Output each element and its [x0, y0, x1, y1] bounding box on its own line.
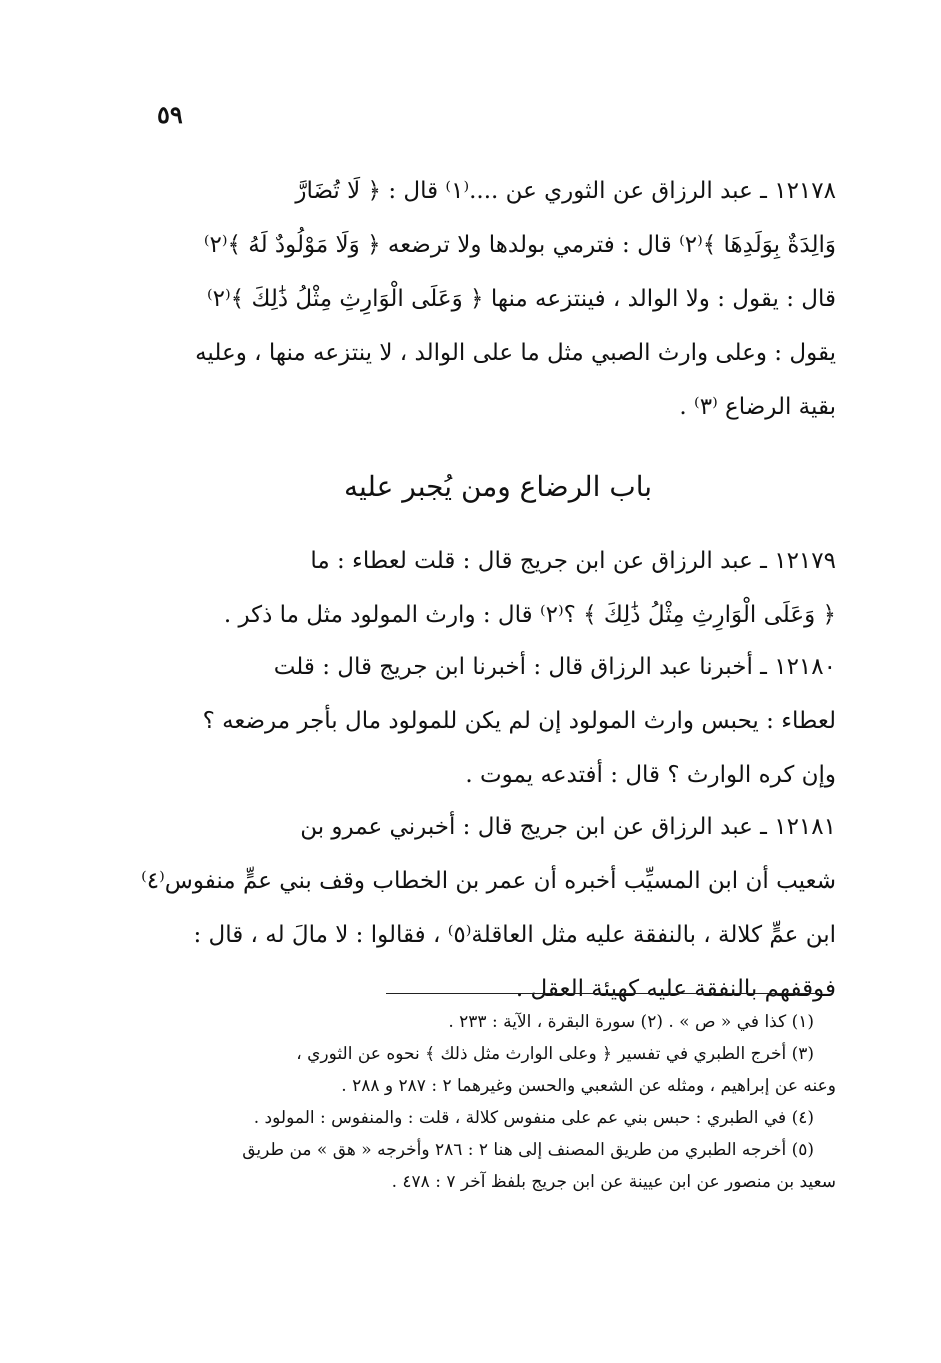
hadith-entry-12179 [160, 534, 836, 642]
footnote-line: (٣) أخرج الطبري في تفسير ﴿ وعلى الوارث مثل ذلك ﴾ نحوه عن الثوري ، [296, 1044, 814, 1064]
footnote-line: سعيد بن منصور عن ابن عيينة عن ابن جريج بلفظ آخر ٧ : ٤٧٨ . [391, 1172, 836, 1192]
footnote-line: وعنه عن إبراهيم ، ومثله عن الشعبي والحسن وغيرهما ٢ : ٢٨٧ و ٢٨٨ . [341, 1076, 836, 1096]
text-line: وَالِدَةٌ بِوَلَدِهَا ﴾⁽٢⁾ قال : فترمي بولدها ولا ترضعه ﴿ وَلَا مَوْلُودٌ لَهُ ﴾⁽٢⁾ [203, 232, 836, 258]
footnote-divider [386, 993, 819, 994]
text-line: ابن عمٍّ كلالة ، بالنفقة عليه مثل العاقلة⁽٥⁾ ، فقالوا : لا مالَ له ، قال : [193, 922, 836, 948]
text-line: ١٢١٨١ ـ عبد الرزاق عن ابن جريج قال : أخبرني عمرو بن [300, 814, 836, 840]
text-line: ١٢١٧٨ ـ عبد الرزاق عن الثوري عن ....⁽١⁾ قال : ﴿ لَا تُضَارَّ [295, 178, 836, 204]
hadith-entry-12178 [160, 164, 836, 434]
hadith-entry-12181 [141, 800, 836, 1016]
hadith-entry-12180 [160, 640, 836, 802]
text-line: شعيب أن ابن المسيِّب أخبره أن عمر بن الخطاب وقف بني عمٍّ منفوس⁽٤⁾ [141, 868, 836, 894]
text-line: بقية الرضاع ⁽٣⁾ . [679, 394, 836, 420]
footnotes [160, 1006, 836, 1198]
footnote-line: (٥) أخرجه الطبري من طريق المصنف إلى هنا ٢ : ٢٨٦ وأخرجه « هق » من طريق [242, 1140, 814, 1160]
text-line: فوقفهم بالنفقة عليه كهيئة العقل . [515, 976, 836, 1002]
text-line: يقول : وعلى وارث الصبي مثل ما على الوالد ، لا ينتزعه منها ، وعليه [195, 340, 836, 366]
footnote-line: (٤) في الطبري : حبس بني عم على منفوس كلالة ، قلت : والمنفوس : المولود . [253, 1108, 814, 1128]
chapter-heading: باب الرضاع ومن يُجبر عليه [343, 470, 653, 503]
footnote-line: (١) كذا في « ص » . (٢) سورة البقرة ، الآية : ٢٣٣ . [448, 1012, 814, 1032]
text-line: ١٢١٧٩ ـ عبد الرزاق عن ابن جريج قال : قلت لعطاء : ما [310, 548, 836, 574]
page-number: ٥٩ [157, 100, 183, 129]
text-line: لعطاء : يحبس وارث المولود إن لم يكن للمولود مال بأجر مرضعه ؟ [202, 708, 836, 734]
text-line: ١٢١٨٠ ـ أخبرنا عبد الرزاق قال : أخبرنا ابن جريج قال : قلت [273, 654, 836, 680]
text-line: وإن كره الوارث ؟ قال : أفتدعه يموت . [465, 762, 836, 788]
text-line: ﴿ وَعَلَى الْوَارِثِ مِثْلُ ذَٰلِكَ ﴾ ؟⁽٢⁾ قال : وارث المولود مثل ما ذكر . [223, 602, 836, 628]
text-line: قال : يقول : ولا الوالد ، فينتزعه منها ﴿ وَعَلَى الْوَارِثِ مِثْلُ ذَٰلِكَ ﴾⁽٢⁾ [207, 286, 836, 312]
